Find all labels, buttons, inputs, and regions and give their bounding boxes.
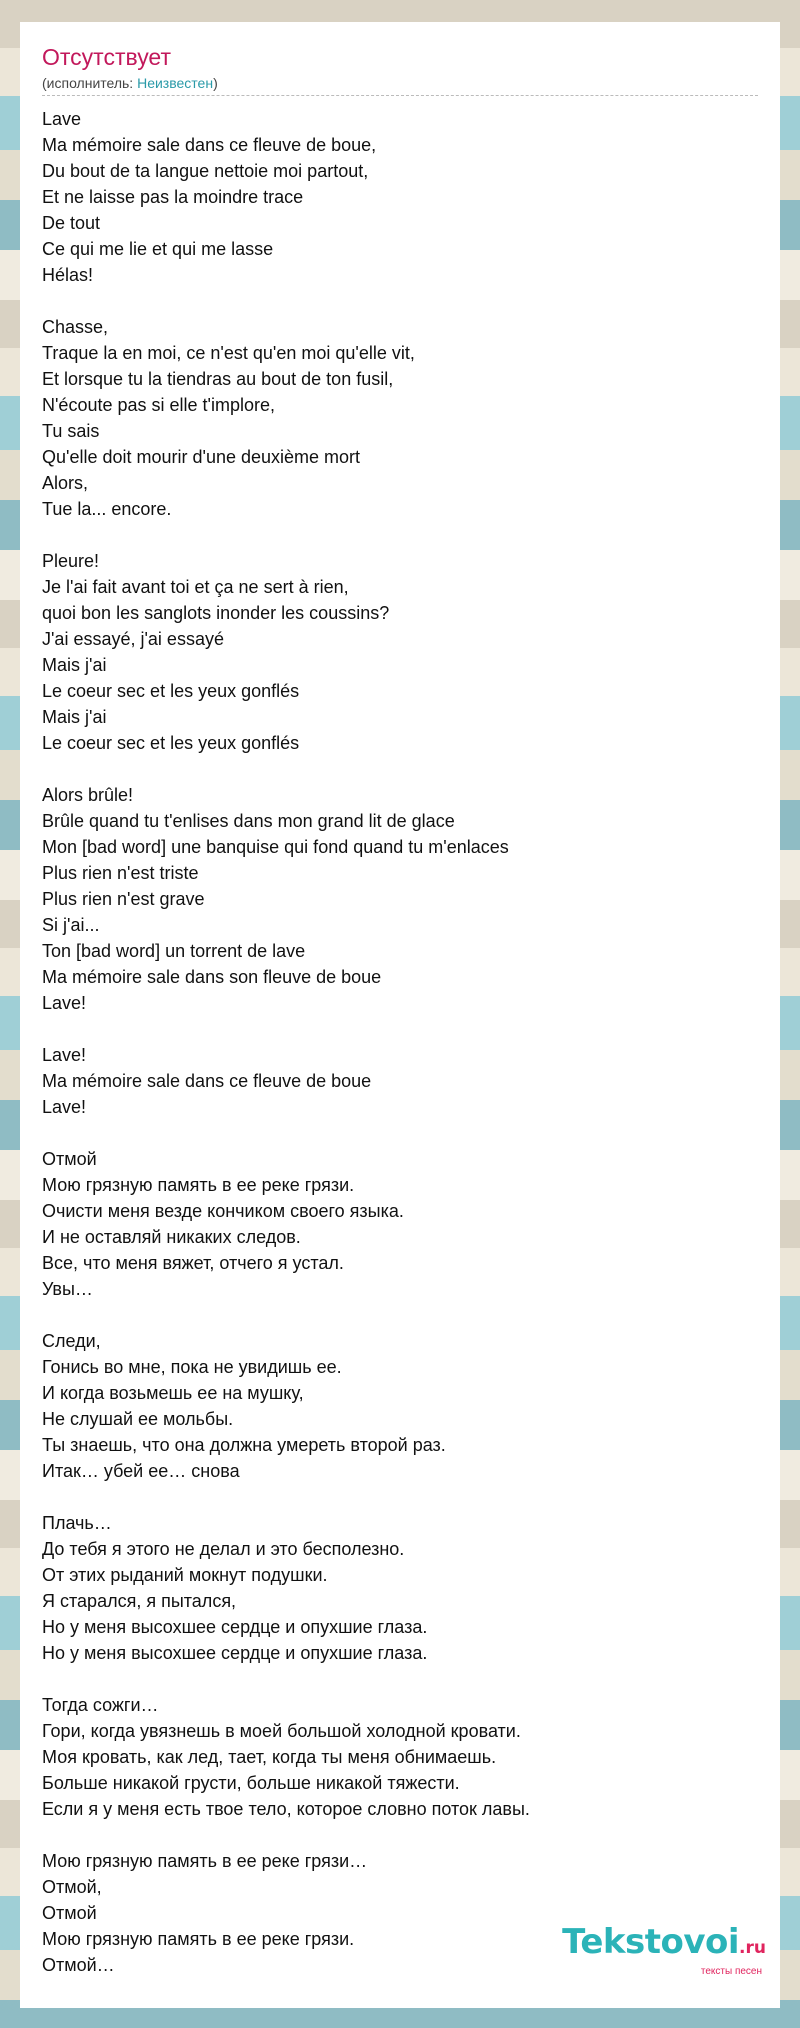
lyrics-card (20, 22, 780, 2008)
lyrics-line: Мою грязную память в ее реке грязи… (42, 1851, 368, 1871)
lyrics-line: Et ne laisse pas la moindre trace (42, 187, 304, 207)
lyrics-line: Моя кровать, как лед, тает, когда ты меня обнимаешь. (42, 1747, 497, 1767)
lyrics-line: Увы… (42, 1279, 93, 1299)
lyrics-stanza (42, 106, 758, 288)
lyrics-line: Отмой (42, 1149, 97, 1169)
lyrics-line: Du bout de ta langue nettoie moi partout, (42, 161, 369, 181)
lyrics-stanza (42, 314, 758, 522)
lyrics-line: Mais j'ai (42, 707, 107, 727)
performer-suffix: ) (213, 75, 218, 91)
lyrics-line: Hélas! (42, 265, 94, 285)
performer-prefix: (исполнитель: (42, 75, 138, 91)
lyrics-line: Le coeur sec et les yeux gonflés (42, 681, 300, 701)
lyrics-line: Гонись во мне, пока не увидишь ее. (42, 1357, 342, 1377)
logo-tagline: тексты песен (700, 1966, 762, 1977)
logo-name: Tekstovoi (562, 1922, 740, 1962)
lyrics-line: Мою грязную память в ее реке грязи. (42, 1175, 355, 1195)
lyrics-line: И не оставляй никаких следов. (42, 1227, 301, 1247)
lyrics-line: Je l'ai fait avant toi et ça ne sert à rien, (42, 577, 349, 597)
performer-link[interactable]: Неизвестен (137, 75, 214, 91)
lyrics-line: Я старался, я пытался, (42, 1591, 237, 1611)
lyrics-line: Все, что меня вяжет, отчего я устал. (42, 1253, 344, 1273)
lyrics-line: Ma mémoire sale dans ce fleuve de boue, (42, 135, 377, 155)
lyrics-line: Mais j'ai (42, 655, 107, 675)
lyrics-line: Et lorsque tu la tiendras au bout de ton fusil, (42, 369, 394, 389)
lyrics-line: Mon [bad word] une banquise qui fond quand tu m'enlaces (42, 837, 509, 857)
lyrics-line: Tu sais (42, 421, 100, 441)
lyrics-line: От этих рыданий мокнут подушки. (42, 1565, 328, 1585)
lyrics-line: До тебя я этого не делал и это бесполезно. (42, 1539, 405, 1559)
lyrics-line: Traque la en moi, ce n'est qu'en moi qu'elle vit, (42, 343, 415, 363)
lyrics-line: Lave! (42, 1045, 87, 1065)
lyrics-line: Ton [bad word] un torrent de lave (42, 941, 306, 961)
lyrics-stanza (42, 1146, 758, 1302)
lyrics-line: Плачь… (42, 1513, 112, 1533)
lyrics-line: Но у меня высохшее сердце и опухшие глаза. (42, 1617, 428, 1637)
lyrics-line: Lave! (42, 993, 87, 1013)
lyrics-stanza (42, 1328, 758, 1484)
lyrics-line: Если я у меня есть твое тело, которое словно поток лавы. (42, 1799, 530, 1819)
lyrics-line: Plus rien n'est grave (42, 889, 205, 909)
lyrics-line: Pleure! (42, 551, 100, 571)
lyrics-line: Lave! (42, 1097, 87, 1117)
lyrics-line: И когда возьмешь ее на мушку, (42, 1383, 304, 1403)
logo-tld: .ru (739, 1938, 766, 1958)
lyrics-line: Отмой, (42, 1877, 102, 1897)
song-title: Отсутствует (42, 44, 171, 70)
lyrics-line: Очисти меня везде кончиком своего языка. (42, 1201, 404, 1221)
lyrics-line: J'ai essayé, j'ai essayé (42, 629, 224, 649)
lyrics-line: Tue la... encore. (42, 499, 172, 519)
lyrics-line: Больше никакой грусти, больше никакой тяжести. (42, 1773, 460, 1793)
lyrics-line: Не слушай ее мольбы. (42, 1409, 234, 1429)
site-logo[interactable] (562, 1924, 766, 1978)
lyrics-stanza (42, 782, 758, 1016)
lyrics-line: De tout (42, 213, 101, 233)
lyrics-line: Мою грязную память в ее реке грязи. (42, 1929, 355, 1949)
lyrics-stanza (42, 1510, 758, 1666)
lyrics-line: Qu'elle doit mourir d'une deuxième mort (42, 447, 361, 467)
lyrics-line: Гори, когда увязнешь в моей большой холодной кровати. (42, 1721, 521, 1741)
lyrics-line: Итак… убей ее… снова (42, 1461, 240, 1481)
lyrics-stanza (42, 1692, 758, 1822)
lyrics-line: Ma mémoire sale dans ce fleuve de boue (42, 1071, 372, 1091)
lyrics-line: Chasse, (42, 317, 109, 337)
lyrics-line: Ты знаешь, что она должна умереть второй раз. (42, 1435, 446, 1455)
lyrics-line: N'écoute pas si elle t'implore, (42, 395, 275, 415)
logo-wordmark (562, 1924, 766, 1966)
lyrics-line: Alors, (42, 473, 89, 493)
lyrics-line: quoi bon les sanglots inonder les coussins? (42, 603, 390, 623)
lyrics-line: Si j'ai... (42, 915, 100, 935)
lyrics-line: Alors brûle! (42, 785, 134, 805)
lyrics-stanza (42, 548, 758, 756)
lyrics-line: Ma mémoire sale dans son fleuve de boue (42, 967, 382, 987)
lyrics-line: Ce qui me lie et qui me lasse (42, 239, 274, 259)
lyrics-line: Plus rien n'est triste (42, 863, 199, 883)
lyrics-line: Следи, (42, 1331, 101, 1351)
lyrics-line: Lave (42, 109, 82, 129)
lyrics-body (42, 106, 758, 1978)
lyrics-line: Brûle quand tu t'enlises dans mon grand lit de glace (42, 811, 455, 831)
lyrics-line: Тогда сожги… (42, 1695, 159, 1715)
lyrics-line: Отмой… (42, 1955, 115, 1975)
lyrics-line: Le coeur sec et les yeux gonflés (42, 733, 300, 753)
lyrics-line: Отмой (42, 1903, 97, 1923)
performer-line (42, 74, 758, 96)
lyrics-line: Но у меня высохшее сердце и опухшие глаза. (42, 1643, 428, 1663)
lyrics-stanza (42, 1042, 758, 1120)
